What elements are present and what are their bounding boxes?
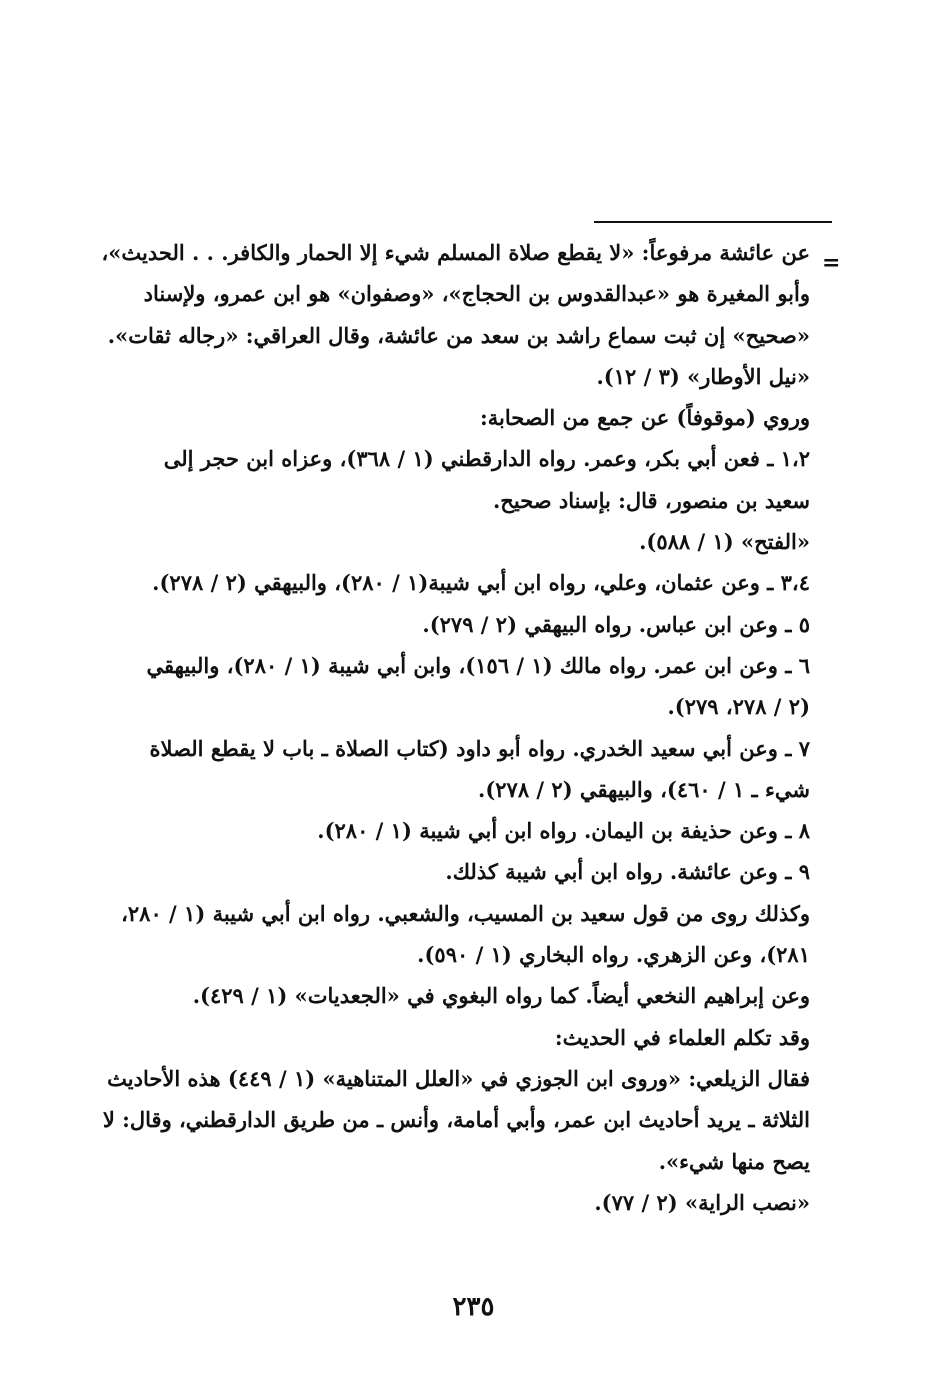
footnote-line: ٥ ـ وعن ابن عباس. رواه البيهقي (٢ / ٢٧٩).	[422, 611, 810, 637]
footnote-line: (٢ / ٢٧٨، ٢٧٩).	[667, 694, 810, 720]
footnote-line: «صحيح» إن ثبت سماع راشد بن سعد من عائشة، وقال العراقي: «رجاله ثقات».	[107, 322, 810, 348]
footnote-line: «نصب الراية» (٢ / ٧٧).	[594, 1189, 810, 1215]
footnote-line: ٧ ـ وعن أبي سعيد الخدري. رواه أبو داود (كتاب الصلاة ـ باب لا يقطع الصلاة	[149, 735, 810, 761]
continuation-marker: =	[822, 250, 841, 276]
footnote-line: الثلاثة ـ يريد أحاديث ابن عمر، وأبي أمامة، وأنس ـ من طريق الدارقطني، وقال: لا	[102, 1107, 810, 1133]
footnote-line: وروي (موقوفاً) عن جمع من الصحابة:	[479, 405, 810, 431]
footnote-line: سعيد بن منصور، قال: بإسناد صحيح.	[493, 487, 810, 513]
footnote-line: ٨ ـ وعن حذيفة بن اليمان. رواه ابن أبي شيبة (١ / ٢٨٠).	[317, 818, 810, 844]
footnote-line: وقد تكلم العلماء في الحديث:	[554, 1024, 810, 1050]
footnote-separator-rule	[594, 221, 832, 223]
footnote-line: وعن إبراهيم النخعي أيضاً. كما رواه البغوي في «الجعديات» (١ / ٤٢٩).	[192, 983, 810, 1009]
page-number: ٢٣٥	[452, 1292, 495, 1322]
footnote-line: وكذلك روى من قول سعيد بن المسيب، والشعبي. رواه ابن أبي شيبة (١ / ٢٨٠،	[121, 900, 810, 926]
footnote-line: عن عائشة مرفوعاً: «لا يقطع صلاة المسلم شيء إلا الحمار والكافر. . . الحديث»،	[101, 240, 810, 265]
footnote-line: وأبو المغيرة هو «عبدالقدوس بن الحجاج»، «وصفوان» هو ابن عمرو، ولإسناد	[143, 281, 810, 307]
footnote-line: «الفتح» (١ / ٥٨٨).	[639, 529, 810, 555]
footnote-line: ٢٨١)، وعن الزهري. رواه البخاري (١ / ٥٩٠).	[417, 942, 810, 968]
footnote-line: «نيل الأوطار» (٣ / ١٢).	[596, 363, 810, 389]
footnote-line: ١،٢ ـ فعن أبي بكر، وعمر. رواه الدارقطني (١ / ٣٦٨)، وعزاه ابن حجر إلى	[163, 446, 810, 472]
footnote-line: ٦ ـ وعن ابن عمر. رواه مالك (١ / ١٥٦)، وابن أبي شيبة (١ / ٢٨٠)، والبيهقي	[146, 652, 810, 678]
footnote-line: ٩ ـ وعن عائشة. رواه ابن أبي شيبة كذلك.	[445, 859, 810, 885]
footnote-text-block	[96, 232, 810, 1223]
footnote-line: شيء ـ ١ / ٤٦٠)، والبيهقي (٢ / ٢٧٨).	[478, 776, 810, 802]
footnote-line: يصح منها شيء».	[658, 1148, 810, 1174]
footnote-line: فقال الزيلعي: «وروى ابن الجوزي في «العلل المتناهية» (١ / ٤٤٩) هذه الأحاديث	[107, 1065, 810, 1091]
footnote-line: ٣،٤ ـ وعن عثمان، وعلي، رواه ابن أبي شيبة(١ / ٢٨٠)، والبيهقي (٢ / ٢٧٨).	[152, 570, 810, 596]
